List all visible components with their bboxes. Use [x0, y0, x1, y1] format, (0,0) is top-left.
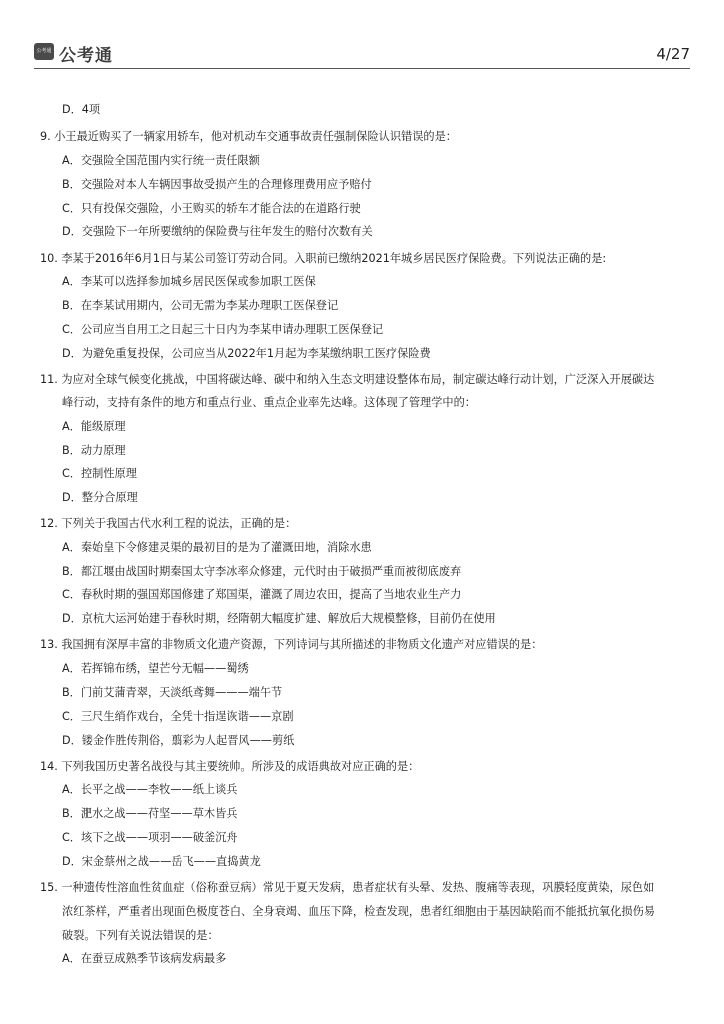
- question-continuation: 破裂。下列有关说法错误的是：: [62, 929, 219, 942]
- logo-icon: 公考通: [34, 43, 54, 60]
- logo-text: 公考通: [59, 46, 113, 66]
- option-line: D．宋金蔡州之战——岳飞——直捣黄龙: [62, 855, 261, 868]
- option-line: A．在蚕豆成熟季节该病发病最多: [62, 952, 227, 965]
- question-line: 12. 下列关于我国古代水利工程的说法，正确的是：: [40, 517, 297, 530]
- option-line: A．交强险全国范围内实行统一责任限额: [62, 154, 260, 167]
- option-line: B．淝水之战——苻坚——草木皆兵: [62, 807, 238, 820]
- option-line: B．交强险对本人车辆因事故受损产生的合理修理费用应予赔付: [62, 178, 372, 191]
- option-line: C．三尺生绡作戏台，全凭十指逞诙谐——京剧: [62, 710, 294, 723]
- option-line: D．京杭大运河始建于春秋时期，经隋朝大幅度扩建、解放后大规模整修，目前仍在使用: [62, 612, 496, 625]
- question-continuation: 峰行动，支持有条件的地方和重点行业、重点企业率先达峰。这体现了管理学中的：: [62, 396, 476, 409]
- question-line: 14. 下列我国历史著名战役与其主要统帅。所涉及的成语典故对应正确的是：: [40, 760, 420, 773]
- option-line: D．4项: [62, 103, 101, 116]
- option-line: B．都江堰由战国时期秦国太守李冰率众修建，元代时由于破损严重而被彻底废弃: [62, 565, 462, 578]
- option-line: C．只有投保交强险，小王购买的轿车才能合法的在道路行驶: [62, 202, 361, 215]
- question-continuation: 浓红茶样，严重者出现面色极度苍白、全身衰竭、血压下降，检查发现，患者红细胞由于基因缺陷而不能抵抗氧化损伤易: [62, 905, 655, 918]
- question-line: 15. 一种遗传性溶血性贫血症（俗称蚕豆病）常见于夏天发病，患者症状有头晕、发热、腹痛等表现，巩膜轻度黄染，尿色如: [40, 881, 655, 894]
- option-line: C．垓下之战——项羽——破釜沉舟: [62, 831, 238, 844]
- option-line: B．动力原理: [62, 444, 126, 457]
- question-line: 10. 李某于2016年6月1日与某公司签订劳动合同。入职前已缴纳2021年城乡居民医疗保险费。下列说法正确的是:: [40, 252, 607, 265]
- page-header: [34, 42, 690, 69]
- option-line: D．整分合原理: [62, 491, 138, 504]
- option-line: C．春秋时期的强国郑国修建了郑国渠，灌溉了周边农田，提高了当地农业生产力: [62, 588, 462, 601]
- option-line: A．长平之战——李牧——纸上谈兵: [62, 783, 238, 796]
- page-number: 4/27: [656, 45, 690, 63]
- option-line: B．在李某试用期内，公司无需为李某办理职工医保登记: [62, 299, 339, 312]
- option-line: A．能级原理: [62, 420, 126, 433]
- option-line: C．控制性原理: [62, 467, 137, 480]
- question-line: 13. 我国拥有深厚丰富的非物质文化遗产资源，下列诗词与其所描述的非物质文化遗产对应错误的是：: [40, 638, 543, 651]
- question-line: 9. 小王最近购买了一辆家用轿车，他对机动车交通事故责任强制保险认识错误的是：: [40, 130, 457, 143]
- option-line: D．为避免重复投保，公司应当从2022年1月起为李某缴纳职工医疗保险费: [62, 347, 431, 360]
- option-line: A．若挥锦布绣，望芒兮无幅——蜀绣: [62, 662, 249, 675]
- option-line: A．李某可以选择参加城乡居民医保或参加职工医保: [62, 275, 316, 288]
- option-line: D．镂金作胜传荆俗，翦彩为人起晋风——剪纸: [62, 734, 295, 747]
- question-line: 11. 为应对全球气候变化挑战，中国将碳达峰、碳中和纳入生态文明建设整体布局，制定碳达峰行动计划，广泛深入开展碳达: [40, 373, 655, 386]
- option-line: B．门前艾蒲青翠，天淡纸鸢舞———端午节: [62, 686, 283, 699]
- option-line: D．交强险下一年所要缴纳的保险费与往年发生的赔付次数有关: [62, 225, 373, 238]
- option-line: C．公司应当自用工之日起三十日内为李某申请办理职工医保登记: [62, 323, 384, 336]
- option-line: A．秦始皇下令修建灵渠的最初目的是为了灌溉田地，消除水患: [62, 541, 372, 554]
